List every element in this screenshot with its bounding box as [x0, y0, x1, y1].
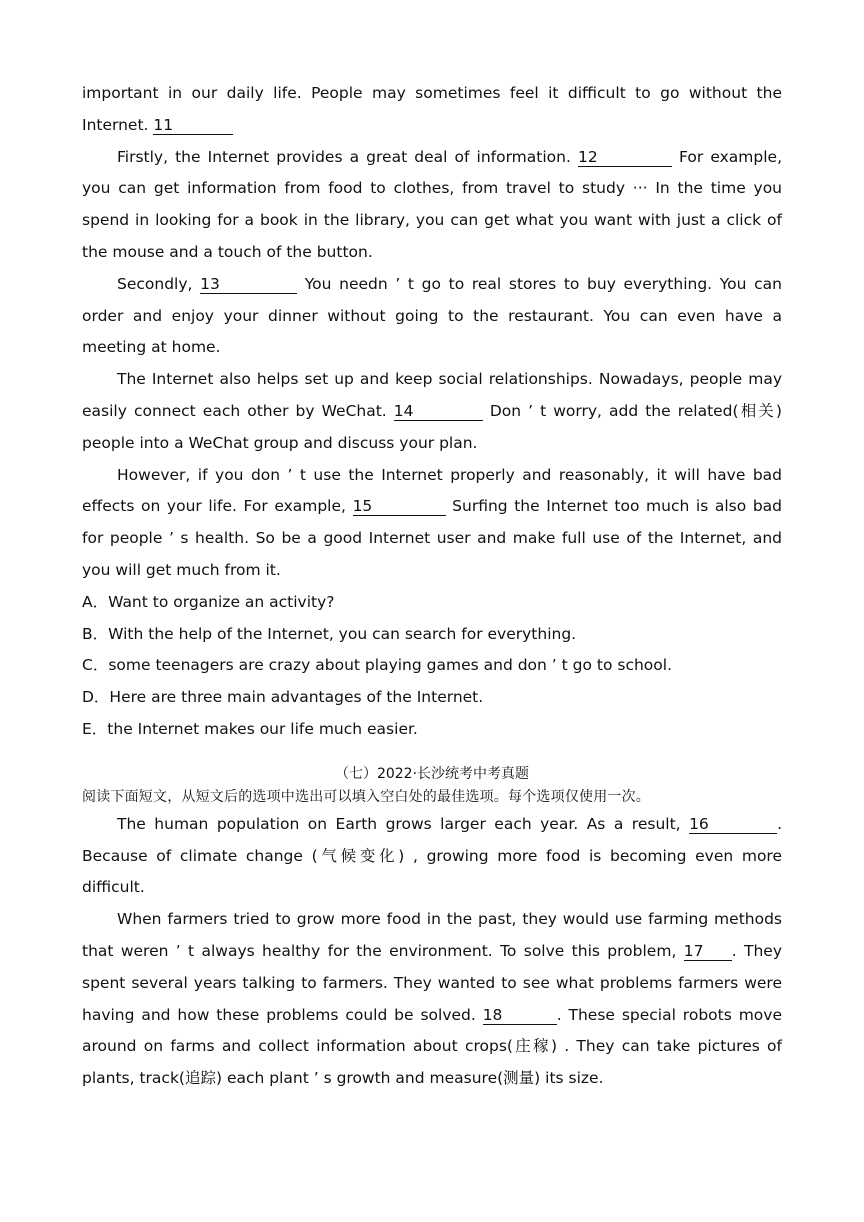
paragraph-text: important in our daily life. People may sometimes feel it difficult to go without the Internet.	[82, 84, 782, 134]
blank-11[interactable]: 11	[153, 116, 233, 135]
paragraph-text: For example, you can get information from food to clothes, from travel to study ··· In the time you spend in looking for a book in the library, you can get what you want with just a click of the mouse and a touch of the button.	[82, 147, 783, 261]
blank-13[interactable]: 13	[200, 275, 297, 294]
option-e: E．the Internet makes our life much easier.	[82, 719, 418, 738]
paragraph-text: Surfing the Internet too much is also bad for people ’ s health. So be a good Internet user and make full use of the Internet, and you will get much from it.	[82, 497, 783, 579]
option-c: C．some teenagers are crazy about playing games and don ’ t go to school.	[82, 656, 672, 675]
paragraph-text: You needn ’ t go to real stores to buy everything. You can order and enjoy your dinner without going to the restaurant. You can even have a meeting at home.	[82, 274, 782, 357]
paragraph-text: . These special robots move around on farms and collect information about crops(庄稼) . They can take pictures of plants, track(追踪) each plant ’ s growth and measure(测量) its size.	[82, 1005, 782, 1088]
blank-16[interactable]: 16	[689, 815, 777, 834]
paragraph-secondly	[82, 269, 782, 364]
paragraph-text: The Internet also helps set up and keep social relationships. Nowadays, people may easily connect each other by WeChat.	[82, 370, 782, 420]
blank-14[interactable]: 14	[394, 402, 483, 421]
section-instruction: 阅读下面短文，从短文后的选项中选出可以填入空白处的最佳选项。每个选项仅使用一次。	[82, 788, 650, 805]
option-d: D．Here are three main advantages of the Internet.	[82, 688, 484, 707]
blank-18[interactable]: 18	[483, 1006, 557, 1025]
paragraph-farmers	[82, 904, 782, 1095]
paragraph-social	[82, 364, 782, 459]
paragraph-population	[82, 809, 782, 904]
option-a: A．Want to organize an activity?	[82, 592, 335, 611]
paragraph-text: Don ’ t worry, add the related(相关) people into a WeChat group and discuss your plan.	[82, 401, 782, 452]
paragraph-intro-end	[82, 78, 782, 142]
paragraph-text: . They spent several years talking to farmers. They wanted to see what problems farmers were having and how these problems could be solved.	[82, 941, 782, 1024]
blank-12[interactable]: 12	[578, 148, 672, 167]
paragraph-text: Firstly, the Internet provides a great deal of information.	[117, 147, 578, 166]
paragraph-text: However, if you don ’ t use the Internet properly and reasonably, it will have bad effects on your life. For example,	[82, 465, 782, 516]
blank-15[interactable]: 15	[353, 497, 446, 516]
paragraph-firstly	[82, 142, 782, 269]
blank-17[interactable]: 17	[684, 942, 732, 961]
paragraph-text: The human population on Earth grows larger each year. As a result,	[117, 814, 690, 833]
paragraph-text: When farmers tried to grow more food in the past, they would use farming methods that weren ’ t always healthy for the environment. To solve this problem,	[82, 910, 782, 960]
paragraph-however	[82, 460, 782, 587]
paragraph-text: . Because of climate change (气候变化) , growing more food is becoming even more difficult.	[82, 814, 782, 897]
option-b: B．With the help of the Internet, you can search for everything.	[82, 624, 577, 643]
paragraph-text: Secondly,	[117, 274, 201, 293]
section-title: （七）2022·长沙统考中考真题	[334, 765, 530, 782]
document-page	[82, 78, 782, 1095]
